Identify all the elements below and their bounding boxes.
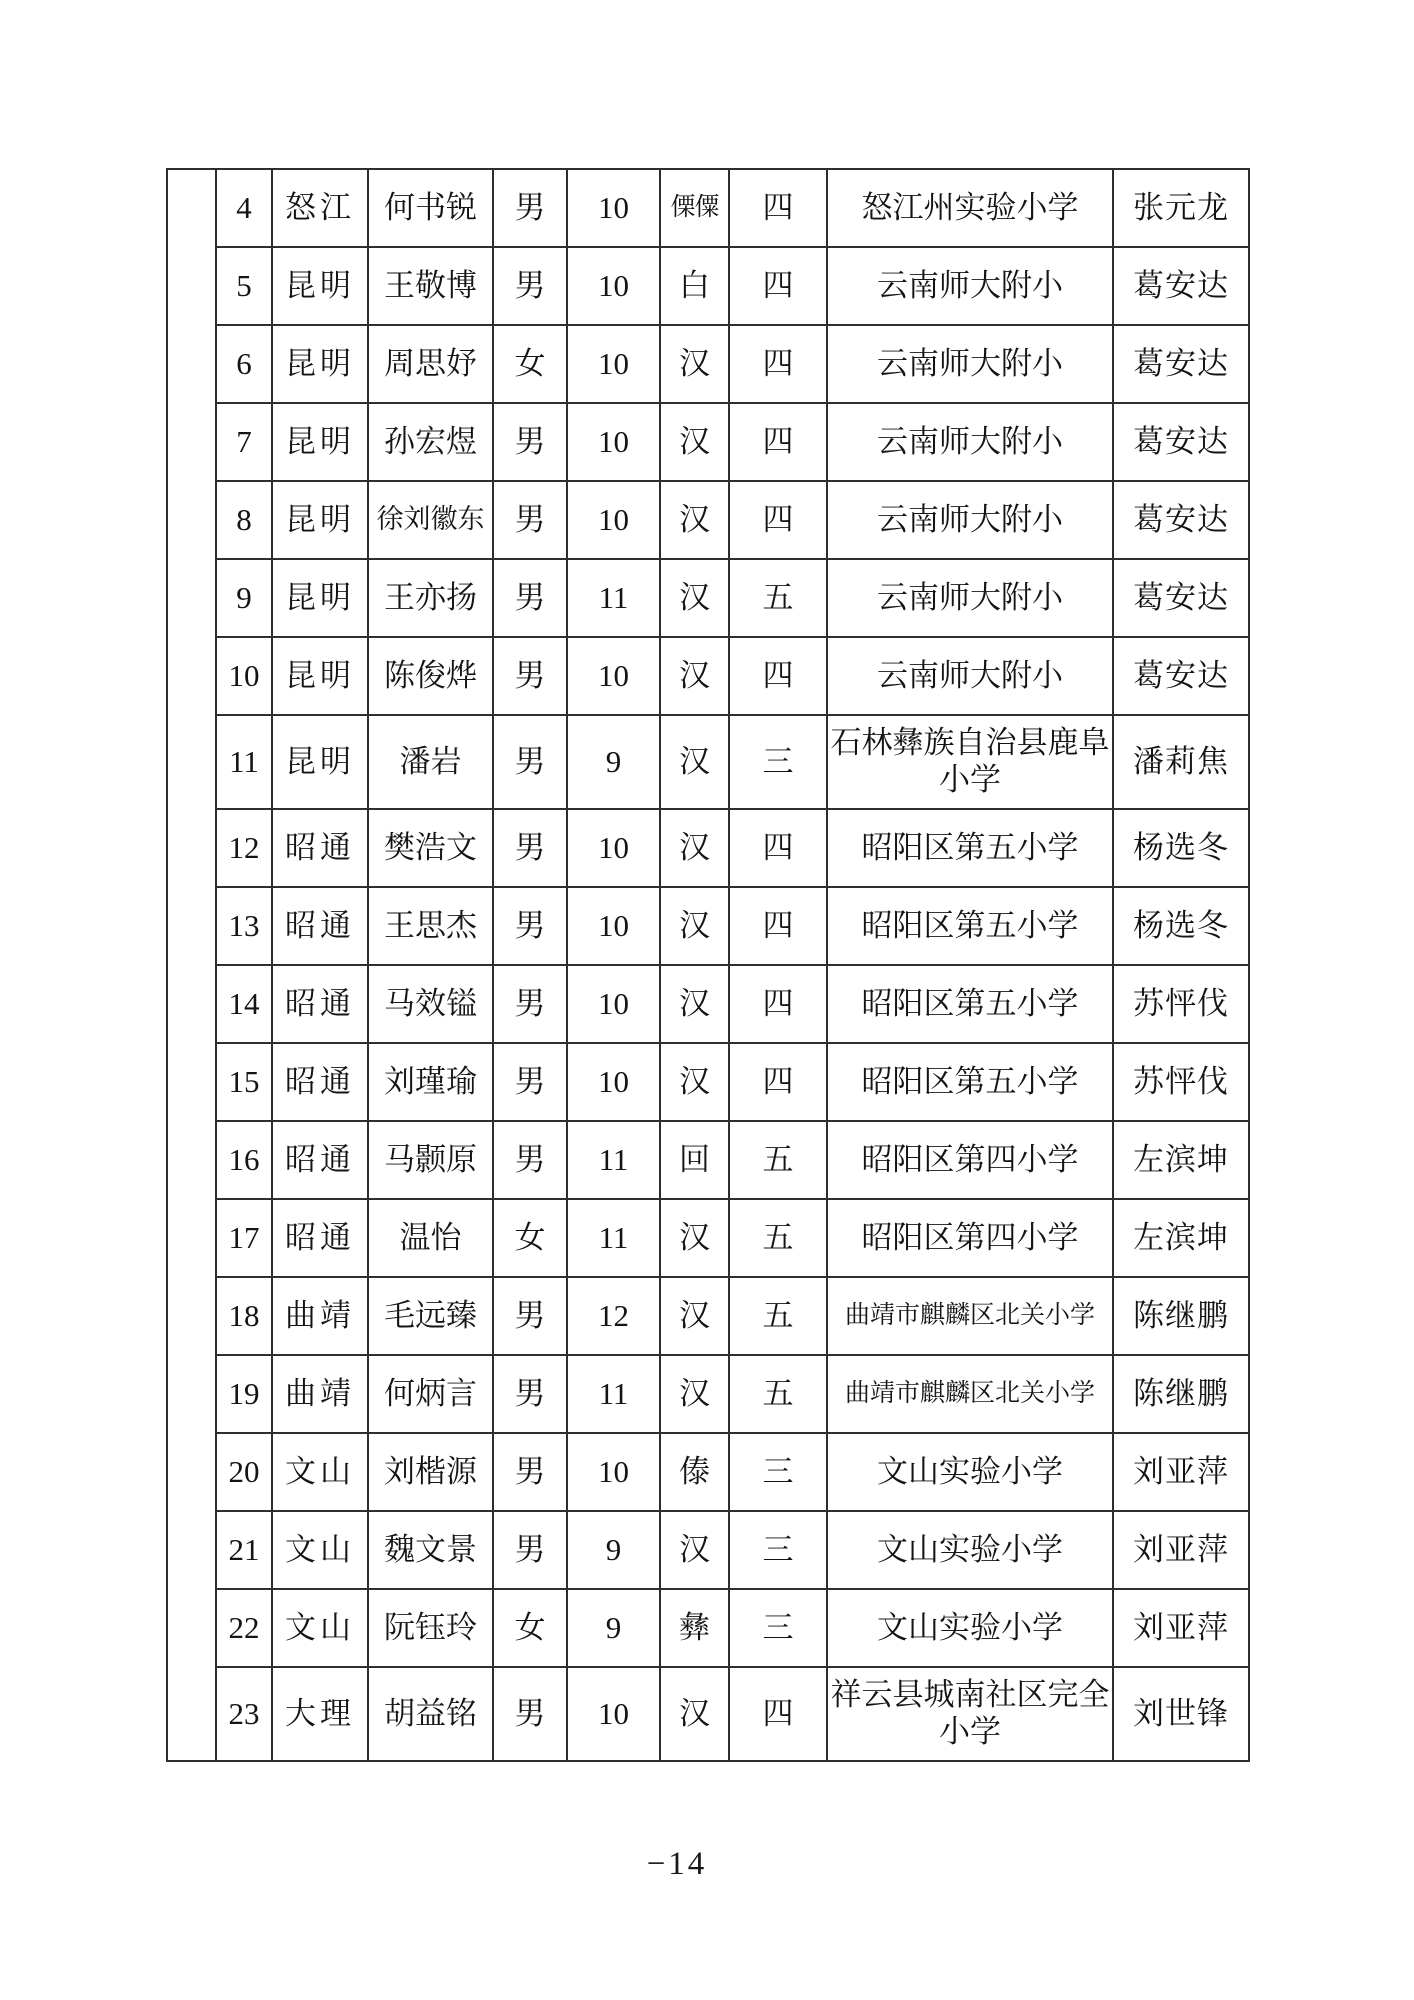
cell-name: 王亦扬 <box>368 559 493 637</box>
cell-name: 周思妤 <box>368 325 493 403</box>
table-row <box>167 715 1249 809</box>
cell-name: 王敬博 <box>368 247 493 325</box>
cell-ethnicity: 汉 <box>660 809 729 887</box>
cell-city: 昆明 <box>272 481 368 559</box>
cell-no: 17 <box>216 1199 272 1277</box>
cell-teacher: 葛安达 <box>1113 403 1249 481</box>
cell-no: 23 <box>216 1667 272 1761</box>
cell-no: 9 <box>216 559 272 637</box>
cell-age: 10 <box>567 481 660 559</box>
cell-school: 昭阳区第五小学 <box>827 1043 1113 1121</box>
cell-no: 19 <box>216 1355 272 1433</box>
cell-grade: 四 <box>729 887 827 965</box>
cell-gender: 男 <box>493 169 567 247</box>
cell-grade: 四 <box>729 1043 827 1121</box>
cell-city: 昆明 <box>272 247 368 325</box>
cell-no: 12 <box>216 809 272 887</box>
cell-gender: 男 <box>493 247 567 325</box>
cell-no: 10 <box>216 637 272 715</box>
cell-no: 5 <box>216 247 272 325</box>
cell-gender: 男 <box>493 1043 567 1121</box>
cell-age: 11 <box>567 559 660 637</box>
cell-name: 毛远臻 <box>368 1277 493 1355</box>
cell-school: 云南师大附小 <box>827 481 1113 559</box>
cell-teacher: 刘亚萍 <box>1113 1511 1249 1589</box>
cell-teacher: 陈继鹏 <box>1113 1355 1249 1433</box>
cell-ethnicity: 彝 <box>660 1589 729 1667</box>
cell-grade: 四 <box>729 169 827 247</box>
cell-teacher: 陈继鹏 <box>1113 1277 1249 1355</box>
cell-school: 曲靖市麒麟区北关小学 <box>827 1355 1113 1433</box>
cell-grade: 三 <box>729 1511 827 1589</box>
cell-name: 潘岩 <box>368 715 493 809</box>
cell-ethnicity: 汉 <box>660 325 729 403</box>
cell-no: 22 <box>216 1589 272 1667</box>
table-row <box>167 1121 1249 1199</box>
cell-grade: 四 <box>729 637 827 715</box>
cell-city: 昭通 <box>272 809 368 887</box>
cell-city: 昭通 <box>272 887 368 965</box>
cell-ethnicity: 回 <box>660 1121 729 1199</box>
cell-age: 10 <box>567 169 660 247</box>
cell-teacher: 葛安达 <box>1113 247 1249 325</box>
cell-gender: 男 <box>493 965 567 1043</box>
cell-gender: 男 <box>493 1355 567 1433</box>
cell-city: 昭通 <box>272 1121 368 1199</box>
cell-teacher: 左滨坤 <box>1113 1199 1249 1277</box>
cell-ethnicity: 汉 <box>660 637 729 715</box>
table-row <box>167 887 1249 965</box>
cell-ethnicity: 汉 <box>660 1043 729 1121</box>
page-number: −14 <box>646 1846 708 1882</box>
cell-no: 18 <box>216 1277 272 1355</box>
cell-name: 刘瑾瑜 <box>368 1043 493 1121</box>
cell-teacher: 刘亚萍 <box>1113 1433 1249 1511</box>
table-row <box>167 809 1249 887</box>
cell-ethnicity: 汉 <box>660 715 729 809</box>
cell-city: 昆明 <box>272 637 368 715</box>
cell-age: 10 <box>567 637 660 715</box>
table-row <box>167 1043 1249 1121</box>
table-row <box>167 1199 1249 1277</box>
cell-age: 10 <box>567 965 660 1043</box>
table-row <box>167 169 1249 247</box>
cell-no: 20 <box>216 1433 272 1511</box>
cell-city: 文山 <box>272 1433 368 1511</box>
cell-city: 昆明 <box>272 715 368 809</box>
cell-school: 昭阳区第五小学 <box>827 887 1113 965</box>
cell-age: 11 <box>567 1199 660 1277</box>
cell-name: 阮钰玲 <box>368 1589 493 1667</box>
cell-age: 9 <box>567 1589 660 1667</box>
cell-school: 云南师大附小 <box>827 247 1113 325</box>
cell-gender: 男 <box>493 559 567 637</box>
cell-ethnicity: 汉 <box>660 481 729 559</box>
cell-school: 曲靖市麒麟区北关小学 <box>827 1277 1113 1355</box>
table-row <box>167 1277 1249 1355</box>
cell-no: 13 <box>216 887 272 965</box>
cell-age: 9 <box>567 1511 660 1589</box>
cell-grade: 四 <box>729 481 827 559</box>
cell-grade: 五 <box>729 1121 827 1199</box>
cell-teacher: 葛安达 <box>1113 559 1249 637</box>
table-row <box>167 965 1249 1043</box>
cell-ethnicity: 汉 <box>660 1667 729 1761</box>
cell-no: 4 <box>216 169 272 247</box>
cell-city: 曲靖 <box>272 1355 368 1433</box>
cell-school: 昭阳区第五小学 <box>827 965 1113 1043</box>
cell-teacher: 葛安达 <box>1113 637 1249 715</box>
cell-name: 孙宏煜 <box>368 403 493 481</box>
cell-grade: 四 <box>729 809 827 887</box>
cell-teacher: 葛安达 <box>1113 325 1249 403</box>
cell-grade: 五 <box>729 1277 827 1355</box>
cell-school: 文山实验小学 <box>827 1511 1113 1589</box>
cell-grade: 三 <box>729 1433 827 1511</box>
cell-ethnicity: 汉 <box>660 1199 729 1277</box>
cell-teacher: 杨选冬 <box>1113 809 1249 887</box>
cell-teacher: 左滨坤 <box>1113 1121 1249 1199</box>
table-row <box>167 403 1249 481</box>
cell-age: 10 <box>567 809 660 887</box>
cell-city: 大理 <box>272 1667 368 1761</box>
cell-name: 温怡 <box>368 1199 493 1277</box>
cell-age: 10 <box>567 1043 660 1121</box>
cell-ethnicity: 白 <box>660 247 729 325</box>
cell-ethnicity: 汉 <box>660 965 729 1043</box>
cell-city: 曲靖 <box>272 1277 368 1355</box>
cell-school: 云南师大附小 <box>827 559 1113 637</box>
cell-grade: 四 <box>729 403 827 481</box>
table-row <box>167 325 1249 403</box>
cell-gender: 男 <box>493 887 567 965</box>
cell-gender: 女 <box>493 1199 567 1277</box>
cell-grade: 四 <box>729 965 827 1043</box>
cell-school: 祥云县城南社区完全小学 <box>827 1667 1113 1761</box>
cell-age: 10 <box>567 325 660 403</box>
cell-ethnicity: 汉 <box>660 1277 729 1355</box>
cell-city: 昭通 <box>272 1043 368 1121</box>
cell-grade: 五 <box>729 559 827 637</box>
cell-name: 马效镒 <box>368 965 493 1043</box>
cell-name: 魏文景 <box>368 1511 493 1589</box>
cell-gender: 男 <box>493 1277 567 1355</box>
cell-gender: 男 <box>493 1667 567 1761</box>
cell-teacher: 杨选冬 <box>1113 887 1249 965</box>
cell-age: 10 <box>567 887 660 965</box>
cell-no: 8 <box>216 481 272 559</box>
cell-teacher: 刘世锋 <box>1113 1667 1249 1761</box>
cell-school: 昭阳区第四小学 <box>827 1199 1113 1277</box>
table-row <box>167 1433 1249 1511</box>
cell-gender: 女 <box>493 325 567 403</box>
cell-name: 樊浩文 <box>368 809 493 887</box>
cell-teacher: 潘莉焦 <box>1113 715 1249 809</box>
cell-age: 12 <box>567 1277 660 1355</box>
table-row <box>167 559 1249 637</box>
cell-school: 文山实验小学 <box>827 1589 1113 1667</box>
cell-teacher: 刘亚萍 <box>1113 1589 1249 1667</box>
cell-age: 11 <box>567 1121 660 1199</box>
table-row <box>167 637 1249 715</box>
cell-school: 怒江州实验小学 <box>827 169 1113 247</box>
table-row <box>167 481 1249 559</box>
cell-grade: 三 <box>729 1589 827 1667</box>
table-row <box>167 1511 1249 1589</box>
table-row <box>167 1667 1249 1761</box>
cell-city: 昭通 <box>272 1199 368 1277</box>
cell-city: 文山 <box>272 1589 368 1667</box>
cell-ethnicity: 汉 <box>660 403 729 481</box>
cell-age: 9 <box>567 715 660 809</box>
cell-age: 10 <box>567 403 660 481</box>
cell-school: 昭阳区第五小学 <box>827 809 1113 887</box>
cell-city: 怒江 <box>272 169 368 247</box>
cell-name: 马颢原 <box>368 1121 493 1199</box>
cell-no: 14 <box>216 965 272 1043</box>
cell-school: 云南师大附小 <box>827 325 1113 403</box>
cell-grade: 四 <box>729 247 827 325</box>
cell-school: 石林彝族自治县鹿阜小学 <box>827 715 1113 809</box>
cell-teacher: 张元龙 <box>1113 169 1249 247</box>
cell-school: 文山实验小学 <box>827 1433 1113 1511</box>
cell-name: 陈俊烨 <box>368 637 493 715</box>
cell-city: 昆明 <box>272 325 368 403</box>
cell-city: 昆明 <box>272 403 368 481</box>
cell-name: 何炳言 <box>368 1355 493 1433</box>
table-body <box>167 169 1249 1761</box>
cell-no: 7 <box>216 403 272 481</box>
cell-name: 何书锐 <box>368 169 493 247</box>
cell-age: 10 <box>567 247 660 325</box>
cell-name: 徐刘徽东 <box>368 481 493 559</box>
table-row <box>167 1355 1249 1433</box>
cell-no: 15 <box>216 1043 272 1121</box>
cell-ethnicity: 汉 <box>660 887 729 965</box>
cell-ethnicity: 傈僳 <box>660 169 729 247</box>
cell-teacher: 苏怦伐 <box>1113 965 1249 1043</box>
cell-age: 10 <box>567 1667 660 1761</box>
cell-gender: 男 <box>493 637 567 715</box>
cell-gender: 男 <box>493 481 567 559</box>
cell-gender: 男 <box>493 1433 567 1511</box>
cell-city: 昭通 <box>272 965 368 1043</box>
cell-name: 胡益铭 <box>368 1667 493 1761</box>
cell-gender: 女 <box>493 1589 567 1667</box>
cell-ethnicity: 汉 <box>660 559 729 637</box>
cell-school: 云南师大附小 <box>827 637 1113 715</box>
cell-grade: 三 <box>729 715 827 809</box>
participants-table <box>166 168 1250 1762</box>
table-row <box>167 247 1249 325</box>
cell-school: 昭阳区第四小学 <box>827 1121 1113 1199</box>
cell-grade: 五 <box>729 1355 827 1433</box>
cell-gender: 男 <box>493 1121 567 1199</box>
cell-teacher: 葛安达 <box>1113 481 1249 559</box>
cell-no: 16 <box>216 1121 272 1199</box>
table-row <box>167 1589 1249 1667</box>
cell-no: 11 <box>216 715 272 809</box>
cell-grade: 四 <box>729 1667 827 1761</box>
cell-no: 21 <box>216 1511 272 1589</box>
merged-empty-cell <box>167 169 216 1761</box>
cell-gender: 男 <box>493 403 567 481</box>
cell-city: 昆明 <box>272 559 368 637</box>
cell-city: 文山 <box>272 1511 368 1589</box>
cell-ethnicity: 汉 <box>660 1511 729 1589</box>
cell-name: 刘楷源 <box>368 1433 493 1511</box>
cell-name: 王思杰 <box>368 887 493 965</box>
cell-gender: 男 <box>493 809 567 887</box>
cell-age: 10 <box>567 1433 660 1511</box>
cell-ethnicity: 傣 <box>660 1433 729 1511</box>
cell-ethnicity: 汉 <box>660 1355 729 1433</box>
cell-age: 11 <box>567 1355 660 1433</box>
cell-grade: 五 <box>729 1199 827 1277</box>
cell-teacher: 苏怦伐 <box>1113 1043 1249 1121</box>
cell-no: 6 <box>216 325 272 403</box>
cell-gender: 男 <box>493 715 567 809</box>
cell-gender: 男 <box>493 1511 567 1589</box>
cell-grade: 四 <box>729 325 827 403</box>
cell-school: 云南师大附小 <box>827 403 1113 481</box>
